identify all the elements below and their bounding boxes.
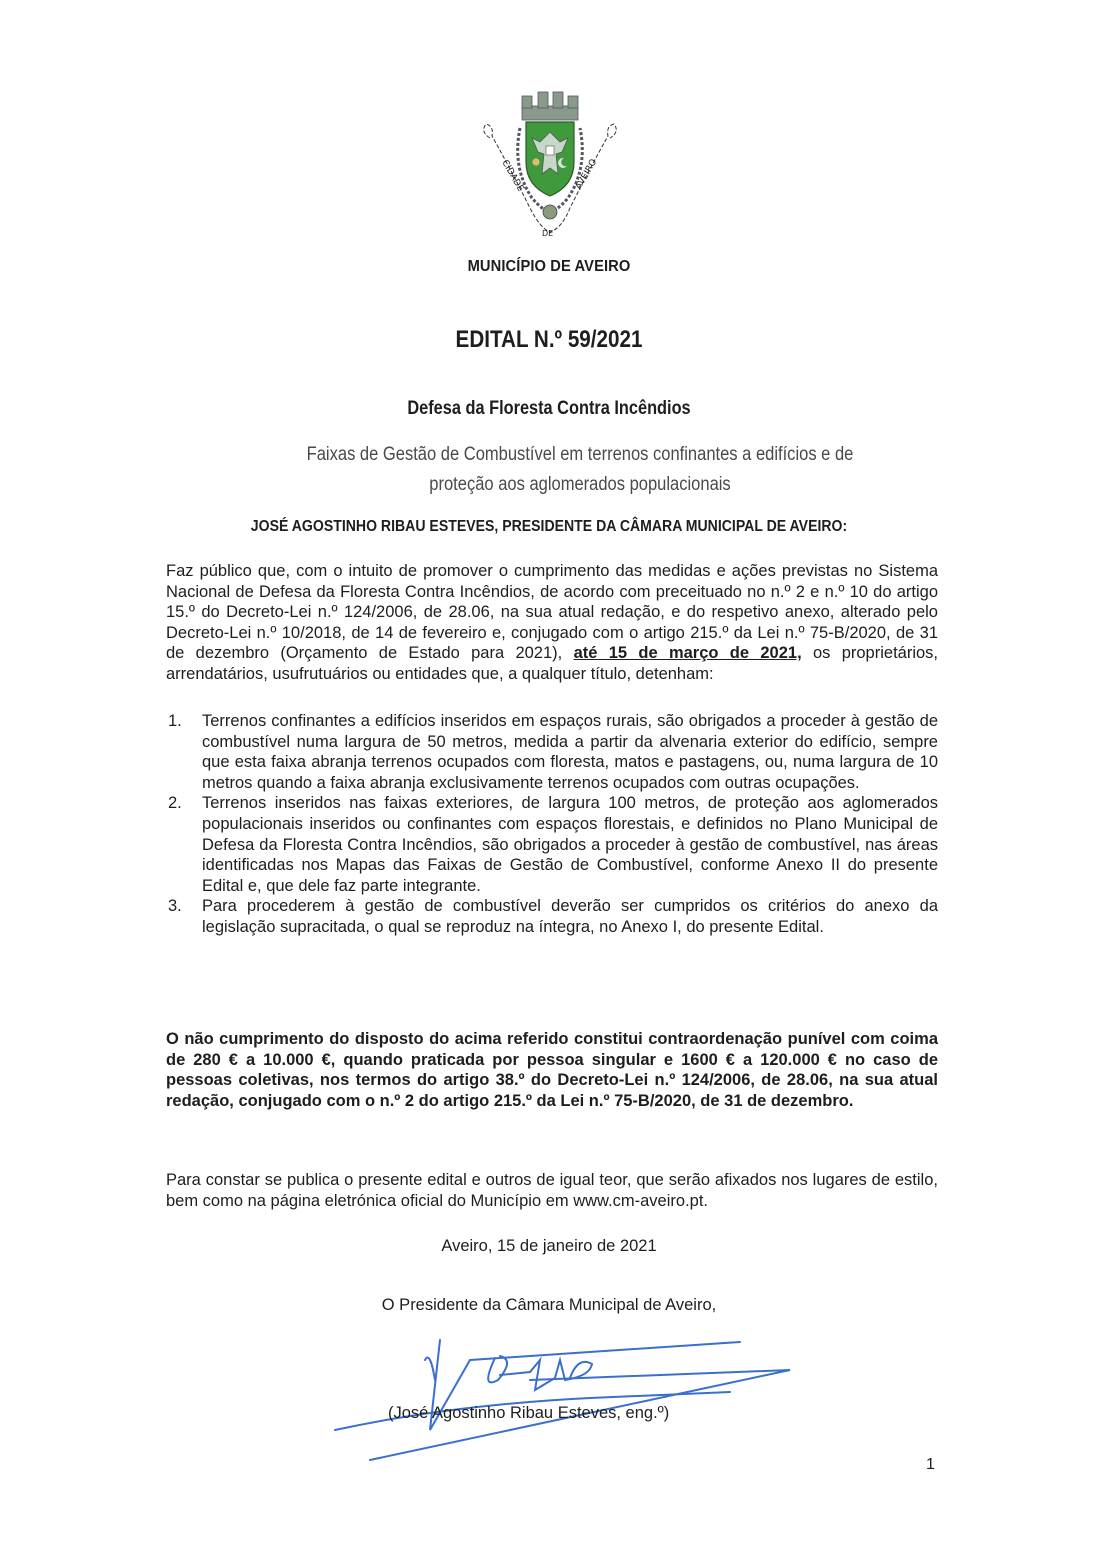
list-item-number: 2. (168, 794, 182, 813)
document-date: Aveiro, 15 de janeiro de 2021 (441, 1237, 657, 1255)
svg-text:DE: DE (542, 229, 554, 238)
edital-subtitle: Faixas de Gestão de Combustível em terrenos confinantes a edifícios e de proteção aos aglomerados populacionais (306, 444, 854, 495)
intro-text-end: os proprietários, arrendatários, usufrutuários ou entidades que, a qualquer título, detenham: (166, 644, 938, 683)
list-item (166, 896, 938, 937)
edital-subject: Defesa da Floresta Contra Incêndios (407, 398, 691, 419)
signature-icon (330, 1320, 810, 1470)
list-item-text: Para procederem à gestão de combustível deverão ser cumpridos os critérios do anexo da legislação supracitada, o qual se reproduz na íntegra, no Anexo I, do presente Edital. (202, 897, 938, 936)
penalty-paragraph: O não cumprimento do disposto do acima referido constitui contraordenação punível com coima de 280 € a 10.000 €, quando praticada por pessoa singular e 1600 € a 120.000 € no caso de pessoas coletivas, nos termos do artigo 38.º do Decreto-Lei n.º 124/2006, de 28.06, na sua atual redação, conjugado com o n.º 2 do artigo 215.º da Lei n.º 75-B/2020, de 31 de dezembro. (166, 1030, 938, 1110)
signatory-name: (José Agostinho Ribau Esteves, eng.º) (388, 1404, 670, 1422)
publication-paragraph: Para constar se publica o presente edital e outros de igual teor, que serão afixados nos lugares de estilo, bem como na página eletrónica oficial do Município em www.cm-aveiro.pt. (166, 1171, 938, 1210)
list-item-text: Terrenos confinantes a edifícios inseridos em espaços rurais, são obrigados a proceder à gestão de combustível numa largura de 50 metros, medida a partir da alvenaria exterior do edifício, sempre que esta faixa abranja terrenos ocupados com floresta, matos e pastagens, ou, numa largura de 10 metros quando a faixa abranja exclusivamente terrenos ocupados com outras ocupações. (202, 712, 938, 792)
list-item (166, 711, 938, 793)
closing-line: O Presidente da Câmara Municipal de Aveiro, (381, 1296, 717, 1314)
list-item-text: Terrenos inseridos nas faixas exteriores, de largura 100 metros, de proteção aos aglomerados populacionais inseridos ou confinantes com espaços florestais, e definidos no Plano Municipal de Defesa da Floresta Contra Incêndios, são obrigados a proceder à gestão de combustível, nas áreas identificadas nos Mapas das Faixas de Gestão de Combustível, conforme Anexo II do presente Edital e, que dele faz parte integrante. (202, 794, 938, 895)
svg-text:AVEIRO: AVEIRO (573, 157, 600, 192)
list-item-number: 1. (168, 712, 182, 730)
list-item-number: 3. (168, 897, 182, 916)
edital-title: EDITAL N.º 59/2021 (455, 326, 643, 353)
obligations-list (166, 711, 938, 938)
deadline-highlight: até 15 de março de 2021, (573, 644, 802, 663)
intro-text: Faz público que, com o intuito de promover o cumprimento das medidas e ações previstas no Sistema Nacional de Defesa da Floresta Contra Incêndios, de acordo com preceituado no n.º 2 e n.º 10 do artigo 15.º do Decreto-Lei n.º 124/2006, de 28.06, na sua atual redação, e do respetivo anexo, alterado pelo Decreto-Lei n.º 10/2018, de 14 de fevereiro e, conjugado com o artigo 215.º da Lei n.º 75-B/2020, de 31 de dezembro (Orçamento de Estado para 2021), (166, 562, 938, 663)
list-item (166, 793, 938, 896)
president-heading: JOSÉ AGOSTINHO RIBAU ESTEVES, PRESIDENTE DA CÂMARA MUNICIPAL DE AVEIRO: (250, 518, 848, 535)
municipal-crest-icon (470, 88, 630, 243)
intro-paragraph (166, 561, 938, 685)
svg-text:CIDADE: CIDADE (499, 158, 526, 194)
page-number: 1 (926, 1456, 935, 1473)
municipality-name: MUNICÍPIO DE AVEIRO (467, 258, 631, 275)
